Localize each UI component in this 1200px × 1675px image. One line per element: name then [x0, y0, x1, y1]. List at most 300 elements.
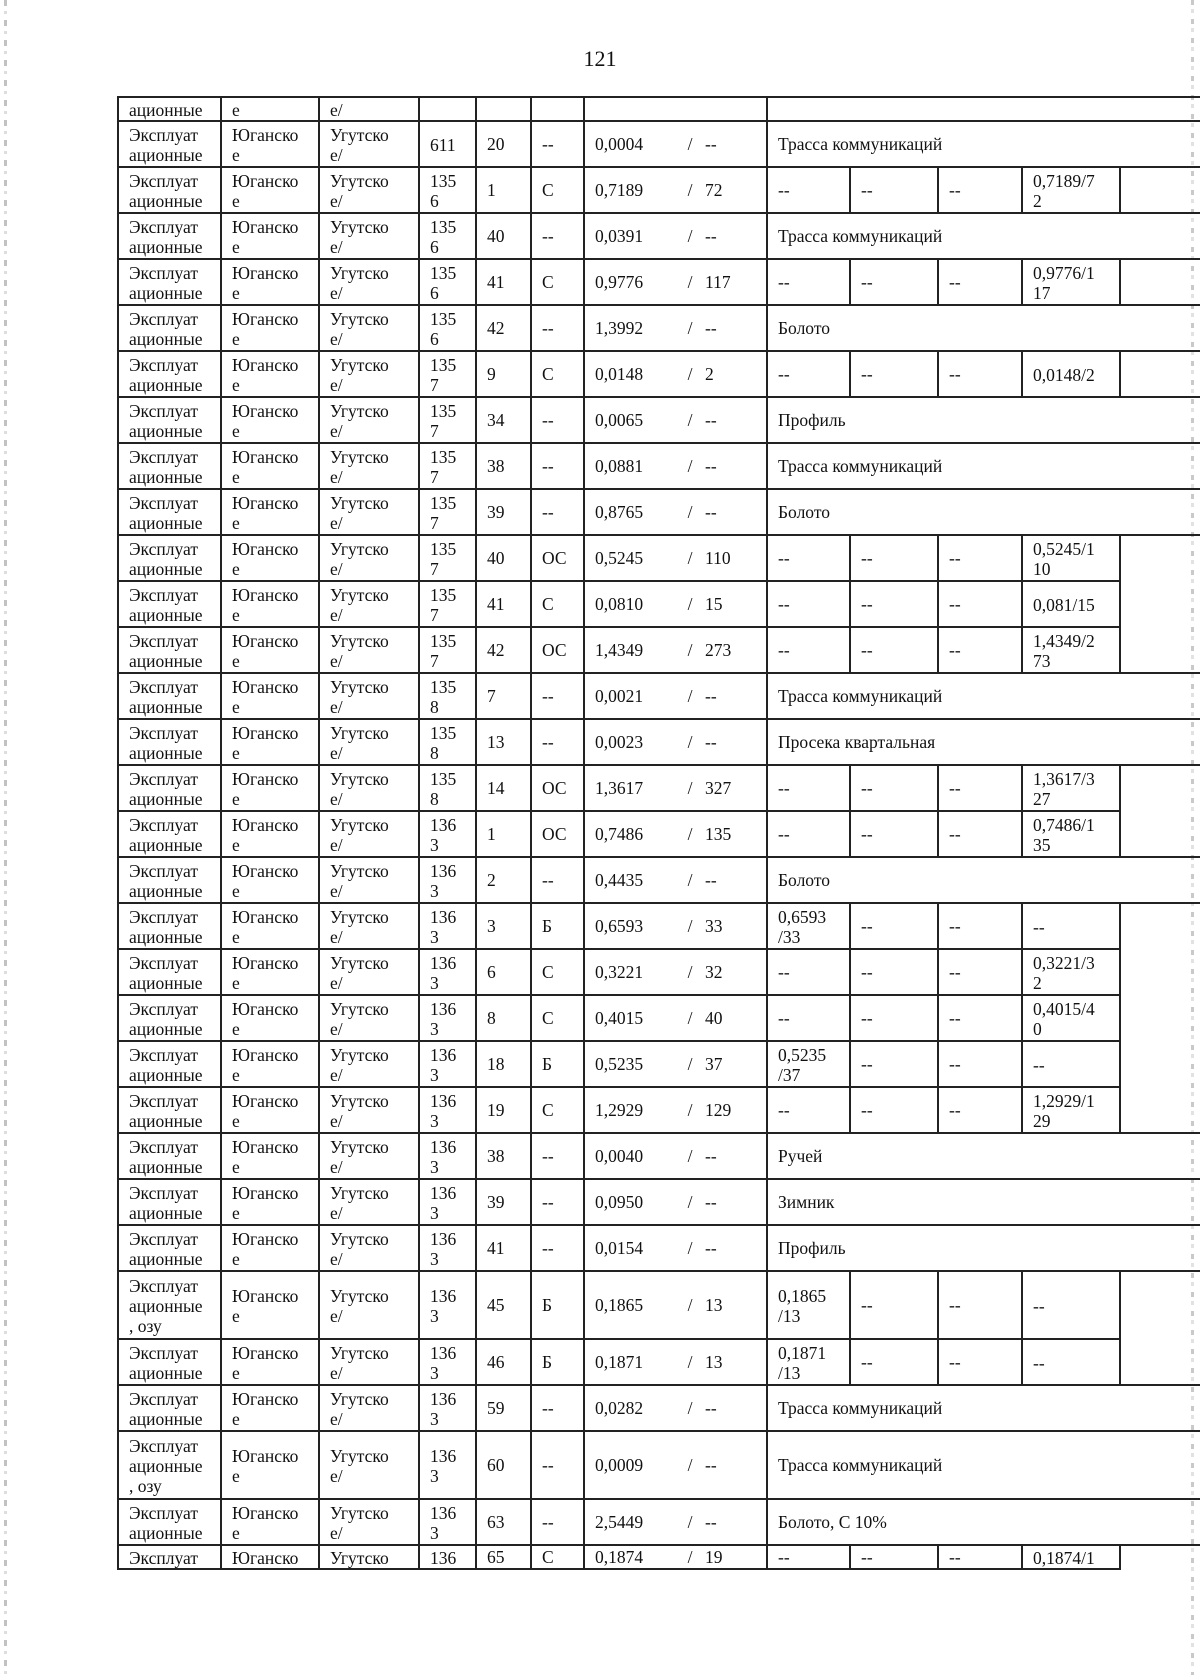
cell-col11: -- [938, 1339, 1022, 1385]
area-value: 0,6593 [595, 916, 644, 936]
area-slash: / [687, 594, 693, 614]
area-slash: / [687, 1512, 693, 1532]
cell-forestry [319, 995, 419, 1041]
cell-district-line: Юганско [232, 1389, 299, 1409]
cell-col11: -- [938, 1087, 1022, 1133]
cell-category-line: ационные [129, 927, 203, 947]
cell-quarter-line: 3 [430, 1157, 439, 1177]
cell-forestry-line: Угутско [330, 861, 389, 881]
cell-category-line: Эксплуат [129, 907, 198, 927]
stock-value: 110 [705, 548, 731, 568]
area-slash: / [687, 364, 693, 384]
cell-category-line: ационные [129, 467, 203, 487]
cell-col9: -- [767, 765, 850, 811]
cell-district-line: Юганско [232, 401, 299, 421]
cell-col11: -- [938, 351, 1022, 397]
cell-quarter-line: 3 [430, 1019, 439, 1039]
table-row [118, 581, 1200, 627]
cell-col11: -- [938, 627, 1022, 673]
stock-value: 33 [705, 916, 723, 936]
cell-quarter [419, 121, 476, 167]
cell-category-line: Эксплуат [129, 1548, 198, 1568]
cell-quarter-line: 7 [430, 513, 439, 533]
cell-forestry [319, 581, 419, 627]
cell-category-line: Эксплуат [129, 1091, 198, 1111]
cell-area [584, 1339, 767, 1385]
cell-category [118, 1225, 221, 1271]
cell-quarter-line: 7 [430, 375, 439, 395]
table-row [118, 351, 1200, 397]
cell-quarter [419, 811, 476, 857]
cell-quarter-line: 135 [430, 631, 457, 651]
cell-species: С [531, 351, 584, 397]
cell-plot: 40 [476, 535, 531, 581]
cell-note: Зимник [767, 1179, 1200, 1225]
cell-district-line: Юганско [232, 493, 299, 513]
cell-district-line: е [232, 1111, 240, 1131]
cell-category [118, 1499, 221, 1545]
cell-forestry-line: е/ [330, 559, 343, 579]
area-slash: / [687, 870, 693, 890]
cell-col9: -- [767, 627, 850, 673]
table-row [118, 949, 1200, 995]
area-value: 0,8765 [595, 502, 644, 522]
cell-quarter [419, 1545, 476, 1569]
cell-area [584, 1545, 767, 1569]
cell-category [118, 121, 221, 167]
cell-quarter-line: 135 [430, 769, 457, 789]
cell-species: -- [531, 1179, 584, 1225]
cell-category-line: ационные [129, 1456, 203, 1476]
cell-forestry [319, 949, 419, 995]
area-value: 0,0040 [595, 1146, 644, 1166]
page-number: 121 [583, 46, 617, 71]
cell-district-line: Юганско [232, 309, 299, 329]
cell-quarter [419, 535, 476, 581]
cell-forestry-line: е/ [330, 651, 343, 671]
area-value: 0,0009 [595, 1455, 644, 1475]
cell-district-line: е [232, 1019, 240, 1039]
cell-quarter [419, 1385, 476, 1431]
cell-forestry-line: Угутско [330, 171, 389, 191]
cell-district-line: Юганско [232, 723, 299, 743]
cell-note: Трасса коммуникаций [767, 213, 1200, 259]
area-slash: / [687, 180, 693, 200]
cell-quarter [419, 1225, 476, 1271]
cell-quarter-line: 135 [430, 401, 457, 421]
cell-category-line: ационные [129, 145, 203, 165]
cell-forestry-line: Угутско [330, 999, 389, 1019]
cell-plot: 8 [476, 995, 531, 1041]
cell-quarter-line: 136 [430, 999, 457, 1019]
cell-area [584, 121, 767, 167]
cell-col10: -- [850, 995, 938, 1041]
cell-category [118, 259, 221, 305]
cell-forestry [319, 1041, 419, 1087]
cell-category-line: Эксплуат [129, 493, 198, 513]
cell-col9: -- [767, 167, 850, 213]
cell-category [118, 167, 221, 213]
cell-forestry-line: Угутско [330, 401, 389, 421]
cell-species: -- [531, 443, 584, 489]
cell-col12 [1022, 1271, 1120, 1339]
cell-category-line: ационные [129, 881, 203, 901]
cell-category [118, 1339, 221, 1385]
cell-quarter-line: 3 [430, 927, 439, 947]
table-row [118, 857, 1200, 903]
cell-species: Б [531, 1041, 584, 1087]
area-slash: / [687, 1398, 693, 1418]
cell-district [221, 995, 319, 1041]
cell-species: С [531, 1087, 584, 1133]
cell-col9: -- [767, 949, 850, 995]
cell-district-line: е [232, 697, 240, 717]
cell-district-line: е [232, 191, 240, 211]
cell-district-line: е [232, 973, 240, 993]
cell-quarter-line: 136 [430, 907, 457, 927]
cell-area [584, 1225, 767, 1271]
cell-forestry [319, 673, 419, 719]
cell-forestry-line: е/ [330, 973, 343, 993]
cell-category-line: ационные [129, 421, 203, 441]
table-row [118, 121, 1200, 167]
cell-forestry-line: Угутско [330, 217, 389, 237]
area-slash: / [687, 778, 693, 798]
cell-district [221, 121, 319, 167]
stock-value: -- [705, 410, 717, 430]
cell-plot [476, 97, 531, 121]
cell-area [584, 213, 767, 259]
stock-value: -- [705, 502, 717, 522]
cell-area [584, 765, 767, 811]
cell-category-line: ационные [129, 1523, 203, 1543]
cell-forestry-line: е/ [330, 835, 343, 855]
cell-note: Трасса коммуникаций [767, 121, 1200, 167]
cell-category [118, 811, 221, 857]
cell-category-line: ационные [129, 283, 203, 303]
cell-area [584, 1041, 767, 1087]
cell-col11: -- [938, 903, 1022, 949]
cell-col12 [1022, 167, 1120, 213]
cell-quarter [419, 305, 476, 351]
cell-district-line: е [232, 421, 240, 441]
cell-note: Ручей [767, 1133, 1200, 1179]
area-value: 0,1874 [595, 1547, 644, 1567]
cell-category [118, 1087, 221, 1133]
cell-category [118, 1179, 221, 1225]
cell-quarter-line: 3 [430, 1466, 439, 1486]
cell-category [118, 351, 221, 397]
cell-quarter-line: 136 [430, 1137, 457, 1157]
area-value: 0,0391 [595, 226, 644, 246]
cell-district-line: Юганско [232, 1548, 299, 1568]
cell-category: ационные [118, 97, 221, 121]
cell-forestry-line: Угутско [330, 309, 389, 329]
cell-col9: -- [767, 259, 850, 305]
cell-area [584, 397, 767, 443]
cell-district-line: е [232, 743, 240, 763]
cell-category [118, 489, 221, 535]
cell-col9-line: 0,1865 [778, 1286, 827, 1306]
cell-col11: -- [938, 1041, 1022, 1087]
cell-category-line: Эксплуат [129, 263, 198, 283]
cell-col10: -- [850, 903, 938, 949]
cell-quarter [419, 627, 476, 673]
table-row [118, 1431, 1200, 1499]
cell-species: Б [531, 1339, 584, 1385]
cell-category-line: ационные [129, 1363, 203, 1383]
area-slash: / [687, 732, 693, 752]
area-value: 0,1871 [595, 1352, 644, 1372]
cell-col12-line: 35 [1033, 835, 1051, 855]
cell-category-line: ационные [129, 697, 203, 717]
cell-forestry-line: е/ [330, 375, 343, 395]
cell-forestry-line: Угутско [330, 585, 389, 605]
scan-edge-left [4, 0, 7, 1675]
cell-district-line: Юганско [232, 263, 299, 283]
cell-plot: 39 [476, 1179, 531, 1225]
cell-category-line: ационные [129, 513, 203, 533]
area-slash: / [687, 916, 693, 936]
cell-quarter [419, 351, 476, 397]
cell-district-line: Юганско [232, 585, 299, 605]
table-row [118, 167, 1200, 213]
cell-forestry-line: Угутско [330, 1389, 389, 1409]
area-slash: / [687, 1295, 693, 1315]
area-value: 0,5245 [595, 548, 644, 568]
table-row [118, 397, 1200, 443]
cell-category-line: ационные [129, 191, 203, 211]
table-row [118, 673, 1200, 719]
cell-forestry-line: е/ [330, 697, 343, 717]
cell-quarter-line: 3 [430, 1111, 439, 1131]
cell-quarter-line: 136 [430, 815, 457, 835]
cell-district-line: Юганско [232, 861, 299, 881]
cell-species: ОС [531, 811, 584, 857]
cell-plot: 41 [476, 1225, 531, 1271]
cell-col12 [1022, 581, 1120, 627]
cell-area [584, 1087, 767, 1133]
cell-col9 [767, 1041, 850, 1087]
cell-quarter-line: 6 [430, 191, 439, 211]
cell-forestry [319, 1271, 419, 1339]
cell-district [221, 857, 319, 903]
cell-forestry [319, 489, 419, 535]
cell-forestry-line: е/ [330, 1363, 343, 1383]
cell-quarter-line: 136 [430, 861, 457, 881]
cell-category-line: Эксплуат [129, 1229, 198, 1249]
cell-quarter-line: 7 [430, 605, 439, 625]
cell-note: Трасса коммуникаций [767, 1431, 1200, 1499]
cell-col10: -- [850, 765, 938, 811]
cell-category-line: ационные [129, 1157, 203, 1177]
cell-category [118, 1385, 221, 1431]
cell-category-line: ационные [129, 605, 203, 625]
area-slash: / [687, 640, 693, 660]
cell-category [118, 719, 221, 765]
cell-forestry-line: Угутско [330, 815, 389, 835]
cell-quarter-line: 136 [430, 1503, 457, 1523]
cell-plot: 2 [476, 857, 531, 903]
cell-species: Б [531, 903, 584, 949]
cell-district-line: е [232, 237, 240, 257]
cell-col12-line: 0 [1033, 1019, 1042, 1039]
cell-category-line: ационные [129, 559, 203, 579]
cell-quarter-line: 8 [430, 697, 439, 717]
cell-quarter-line: 3 [430, 1065, 439, 1085]
cell-category-line: ационные [129, 1296, 203, 1316]
cell-col11: -- [938, 535, 1022, 581]
cell-quarter [419, 903, 476, 949]
area-slash: / [687, 1054, 693, 1074]
cell-species: ОС [531, 765, 584, 811]
cell-col12-line: 2 [1033, 191, 1042, 211]
cell-district [221, 489, 319, 535]
cell-plot: 39 [476, 489, 531, 535]
table-row [118, 1339, 1200, 1385]
cell-area [584, 857, 767, 903]
cell-quarter-line: 3 [430, 1249, 439, 1269]
cell-district-line: е [232, 467, 240, 487]
area-slash: / [687, 1100, 693, 1120]
cell-district-line: Юганско [232, 217, 299, 237]
cell-area [584, 995, 767, 1041]
area-value: 0,0810 [595, 594, 644, 614]
area-value: 0,9776 [595, 272, 644, 292]
cell-forestry: е/ [319, 97, 419, 121]
cell-col10: -- [850, 627, 938, 673]
cell-col9-line: 0,5235 [778, 1045, 827, 1065]
cell-district-line: Юганско [232, 1446, 299, 1466]
area-value: 1,2929 [595, 1100, 644, 1120]
cell-category-line: Эксплуат [129, 585, 198, 605]
cell-col10: -- [850, 1271, 938, 1339]
cell-plot: 13 [476, 719, 531, 765]
cell-forestry [319, 443, 419, 489]
cell-category-line: Эксплуат [129, 217, 198, 237]
cell-plot: 63 [476, 1499, 531, 1545]
cell-district [221, 259, 319, 305]
cell-col10: -- [850, 259, 938, 305]
cell-district-line: Юганско [232, 1343, 299, 1363]
table-row [118, 1385, 1200, 1431]
cell-quarter-line: 136 [430, 1446, 457, 1466]
cell-category [118, 857, 221, 903]
stock-value: -- [705, 732, 717, 752]
cell-quarter [419, 1133, 476, 1179]
cell-district [221, 1179, 319, 1225]
cell-col12-line: 73 [1033, 651, 1051, 671]
cell-category-line: Эксплуат [129, 953, 198, 973]
area-slash: / [687, 824, 693, 844]
cell-plot: 9 [476, 351, 531, 397]
cell-forestry-line: е/ [330, 1466, 343, 1486]
stock-value: -- [705, 1192, 717, 1212]
cell-category-line: , озу [129, 1476, 162, 1496]
table-row [118, 995, 1200, 1041]
cell-col10: -- [850, 535, 938, 581]
cell-quarter-line: 135 [430, 263, 457, 283]
area-value: 0,7189 [595, 180, 644, 200]
cell-quarter-line: 135 [430, 493, 457, 513]
cell-species: -- [531, 1499, 584, 1545]
cell-area [584, 1385, 767, 1431]
cell-quarter-line: 135 [430, 309, 457, 329]
cell-area [584, 903, 767, 949]
cell-species: -- [531, 1385, 584, 1431]
cell-col12-line: 0,9776/1 [1033, 263, 1095, 283]
table-row [118, 259, 1200, 305]
cell-area [584, 351, 767, 397]
table-row [118, 1041, 1200, 1087]
cell-category-line: Эксплуат [129, 999, 198, 1019]
cell-forestry-line: Угутско [330, 1183, 389, 1203]
cell-quarter-line: 136 [430, 1091, 457, 1111]
cell-forestry-line: е/ [330, 1065, 343, 1085]
table-row [118, 719, 1200, 765]
cell-category-line: ационные [129, 375, 203, 395]
cell-quarter [419, 1499, 476, 1545]
cell-category-line: Эксплуат [129, 171, 198, 191]
cell-col11: -- [938, 1545, 1022, 1569]
area-value: 0,4015 [595, 1008, 644, 1028]
cell-col12-line: 0,5245/1 [1033, 539, 1095, 559]
stock-value: -- [705, 686, 717, 706]
cell-quarter-line: 3 [430, 1409, 439, 1429]
cell-district-line: е [232, 145, 240, 165]
cell-quarter-line: 3 [430, 973, 439, 993]
area-value: 0,4435 [595, 870, 644, 890]
cell-quarter [419, 857, 476, 903]
table-row [118, 903, 1200, 949]
cell-district [221, 949, 319, 995]
cell-quarter [419, 1179, 476, 1225]
cell-category-line: ационные [129, 1203, 203, 1223]
cell-quarter-line: 3 [430, 1203, 439, 1223]
cell-district [221, 351, 319, 397]
cell-species: -- [531, 719, 584, 765]
cell-forestry-line: е/ [330, 1306, 343, 1326]
cell-category-line: ационные [129, 743, 203, 763]
cell-col12 [1022, 351, 1120, 397]
area-slash: / [687, 1146, 693, 1166]
stock-value: -- [705, 226, 717, 246]
cell-plot: 20 [476, 121, 531, 167]
cell-forestry-line: Угутско [330, 723, 389, 743]
cell-plot: 41 [476, 259, 531, 305]
cell-category-line: ационные [129, 237, 203, 257]
cell-quarter [419, 1431, 476, 1499]
cell-col9-line: /13 [778, 1306, 801, 1326]
cell-category-line: Эксплуат [129, 815, 198, 835]
table-row [118, 1271, 1200, 1339]
cell-species: ОС [531, 535, 584, 581]
cell-col12-line: 27 [1033, 789, 1051, 809]
stock-value: 117 [705, 272, 731, 292]
cell-forestry-line: Угутско [330, 355, 389, 375]
cell-category-line: , озу [129, 1316, 162, 1336]
stock-value: -- [705, 134, 717, 154]
cell-district-line: е [232, 559, 240, 579]
cell-quarter [419, 489, 476, 535]
cell-forestry-line: е/ [330, 421, 343, 441]
cell-district-line: Юганско [232, 953, 299, 973]
cell-forestry [319, 1339, 419, 1385]
cell-plot: 6 [476, 949, 531, 995]
table-row [118, 627, 1200, 673]
cell-quarter [419, 673, 476, 719]
cell-quarter [419, 167, 476, 213]
